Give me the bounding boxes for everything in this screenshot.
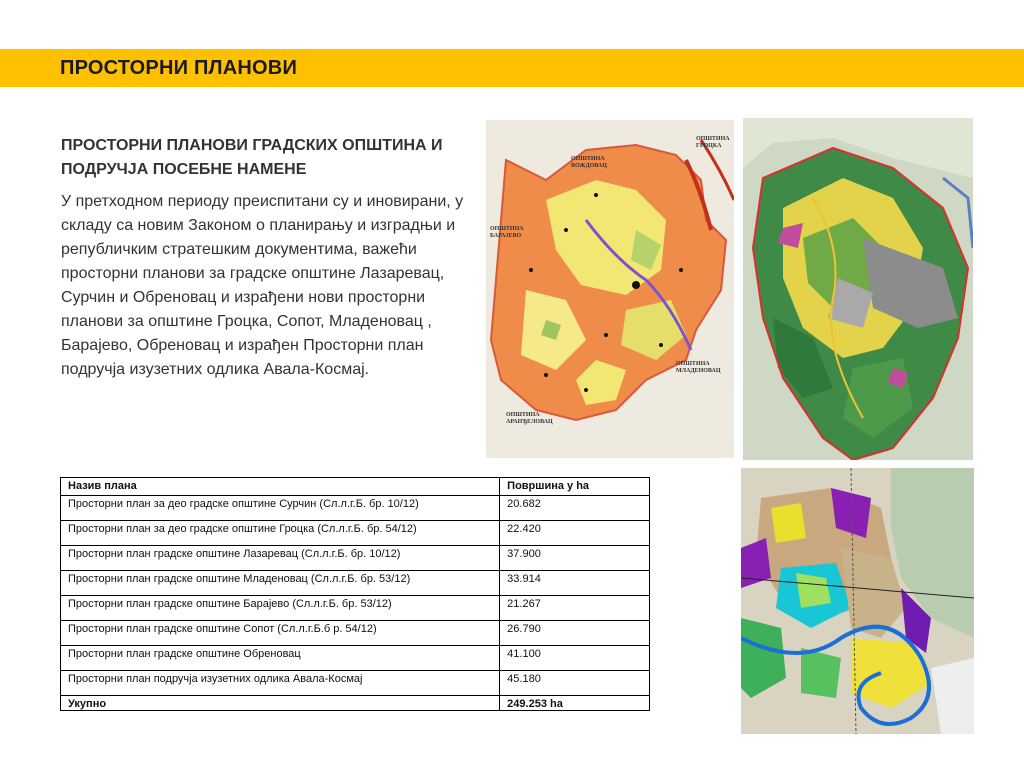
title-bar (0, 49, 1024, 87)
label-arandjelovac-1: ОПШТИНА (506, 412, 540, 418)
label-barajevo-1: ОПШТИНА (490, 226, 524, 232)
plan-name: Просторни план градске општине Обреновац (61, 646, 500, 671)
table-row (61, 571, 650, 596)
plan-name: Просторни план за део градске општине Гроцка (Сл.л.г.Б. бр. 54/12) (61, 521, 500, 546)
label-grocka-2: ГРОЦКА (696, 143, 722, 149)
table-row (61, 521, 650, 546)
label-mladenovac-1: ОПШТИНА (676, 361, 710, 367)
plan-area: 45.180 (500, 671, 650, 696)
grocka-plan-map (743, 118, 973, 460)
column-header-area: Површина у ha (500, 478, 650, 496)
plan-name: Просторни план градске општине Младеновац (Сл.л.г.Б. бр. 53/12) (61, 571, 500, 596)
plan-area: 41.100 (500, 646, 650, 671)
plan-area: 22.420 (500, 521, 650, 546)
plan-area: 37.900 (500, 546, 650, 571)
label-vozdovac-1: ОПШТИНА (571, 156, 605, 162)
plan-area: 21.267 (500, 596, 650, 621)
table-row (61, 621, 650, 646)
plan-area: 33.914 (500, 571, 650, 596)
section-body: У претходном периоду преиспитани су и иновирани, у складу са новим Законом о планирању и изградњи и републичким стратешким документима, важећи просторни планови за градске општине Лазаревац, Сурчин и Обреновац и израђени нови просторни планови за општине Гроцка, Сопот, Младеновац , Барајево, Обреновац и израђен Просторни план подручја изузетних одлика Авала-Космај. (61, 193, 464, 378)
plan-name: Просторни план подручја изузетних одлика Авала-Космај (61, 671, 500, 696)
column-header-name: Назив плана (61, 478, 500, 496)
section-heading: ПРОСТОРНИ ПЛАНОВИ ГРАДСКИХ ОПШТИНА И ПОДРУЧЈА ПОСЕБНЕ НАМЕНЕ (61, 137, 443, 178)
plan-area: 26.790 (500, 621, 650, 646)
table-row (61, 546, 650, 571)
page-title: ПРОСТОРНИ ПЛАНОВИ (60, 57, 298, 79)
label-mladenovac-2: МЛАДЕНОВАЦ (676, 368, 721, 374)
table-row (61, 646, 650, 671)
total-label: Укупно (61, 696, 500, 711)
obrenovac-plan-map (741, 468, 974, 734)
plan-name: Просторни план градске општине Барајево (Сл.л.г.Б. бр. 53/12) (61, 596, 500, 621)
table-row (61, 671, 650, 696)
plan-name: Просторни план за део градске општине Сурчин (Сл.л.г.Б. бр. 10/12) (61, 496, 500, 521)
plan-name: Просторни план градске општине Лазаревац (Сл.л.г.Б. бр. 10/12) (61, 546, 500, 571)
plan-area: 20.682 (500, 496, 650, 521)
total-area: 249.253 ha (500, 696, 650, 711)
table-row (61, 596, 650, 621)
label-barajevo-2: БАРАЈЕВО (490, 233, 522, 239)
label-arandjelovac-2: АРАНЂЕЛОВАЦ (506, 419, 553, 425)
plan-name: Просторни план градске општине Сопот (Сл.л.г.Б.б р. 54/12) (61, 621, 500, 646)
table-header-row (61, 478, 650, 496)
table-total-row (61, 696, 650, 711)
table-row (61, 496, 650, 521)
sopot-plan-map (486, 120, 734, 458)
label-grocka-1: ОПШТИНА (696, 136, 730, 142)
label-vozdovac-2: ВОЖДОВАЦ (571, 163, 607, 169)
plans-table (60, 477, 650, 711)
